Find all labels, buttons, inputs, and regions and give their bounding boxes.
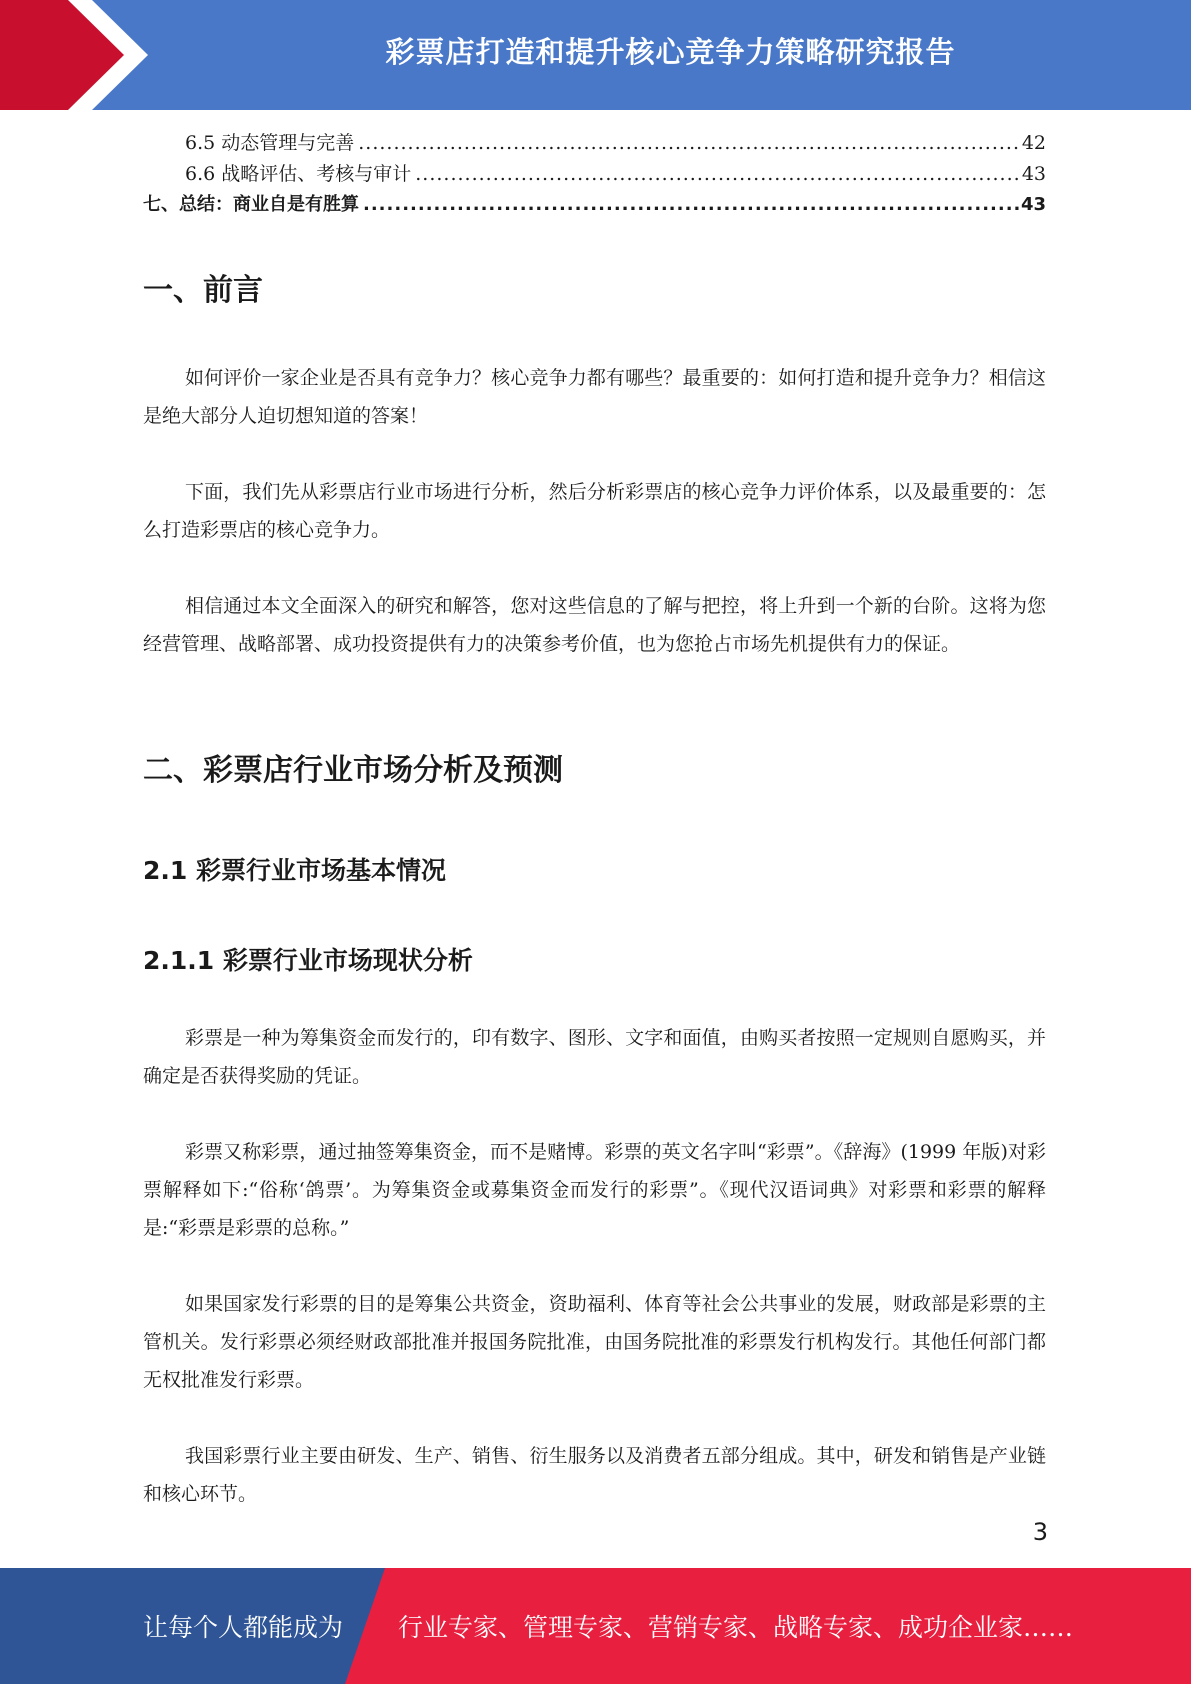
paragraph: 如果国家发行彩票的目的是筹集公共资金，资助福利、体育等社会公共事业的发展，财政部是彩票的主管机关。发行彩票必须经财政部批准并报国务院批准，由国务院批准的彩票发行机构发行。其他任何部门都无权批准发行彩票。 (143, 1293, 1046, 1391)
subsection-heading: 2.1.1 彩票行业市场现状分析 (143, 946, 473, 975)
toc-entry-label: 6.5 动态管理与完善 (185, 132, 355, 154)
footer-slogan-left: 让每个人都能成为 (143, 1613, 344, 1642)
toc-entry[interactable] (143, 191, 1046, 219)
page-header (0, 0, 1191, 110)
toc-entry-page: 42 (1021, 132, 1046, 154)
paragraph: 我国彩票行业主要由研发、生产、销售、衍生服务以及消费者五部分组成。其中，研发和销售是产业链和核心环节。 (143, 1445, 1046, 1505)
paragraph: 下面，我们先从彩票店行业市场进行分析，然后分析彩票店的核心竞争力评价体系，以及最重要的：怎么打造彩票店的核心竞争力。 (143, 481, 1046, 541)
toc-entry[interactable] (185, 129, 1046, 157)
report-title: 彩票店打造和提升核心竞争力策略研究报告 (385, 34, 956, 69)
footer-slogan-right: 行业专家、管理专家、营销专家、战略专家、成功企业家…… (398, 1613, 1074, 1642)
toc-leader-dots (415, 160, 1020, 188)
page-footer (0, 1568, 1191, 1684)
toc-entry-page: 43 (1021, 163, 1046, 185)
section-heading-preface: 一、前言 (143, 273, 263, 308)
toc-entry-label: 七、总结：商业自是有胜算 (143, 194, 359, 215)
toc-leader-dots (363, 191, 1019, 219)
paragraph: 彩票又称彩票，通过抽签筹集资金，而不是赌博。彩票的英文名字叫“彩票”。《辞海》(1999 年版)对彩票解释如下:“俗称‘鸽票’。为筹集资金或募集资金而发行的彩票”。《现代汉语词典》对彩票和彩票的解释是:“彩票是彩票的总称。” (143, 1141, 1046, 1239)
toc-entry-page: 43 (1020, 194, 1046, 215)
paragraph: 如何评价一家企业是否具有竞争力？核心竞争力都有哪些？最重要的：如何打造和提升竞争力？相信这是绝大部分人迫切想知道的答案！ (143, 367, 1046, 427)
header-chevron-graphic (0, 0, 160, 110)
toc-entry-label: 6.6 战略评估、考核与审计 (185, 163, 412, 185)
section-heading: 2.1 彩票行业市场基本情况 (143, 856, 446, 885)
toc-leader-dots (358, 129, 1020, 157)
page-number: 3 (1032, 1518, 1048, 1546)
toc-entry[interactable] (185, 160, 1046, 188)
paragraph: 相信通过本文全面深入的研究和解答，您对这些信息的了解与把控，将上升到一个新的台阶。这将为您经营管理、战略部署、成功投资提供有力的决策参考价值，也为您抢占市场先机提供有力的保证。 (143, 595, 1046, 655)
paragraph: 彩票是一种为筹集资金而发行的，印有数字、图形、文字和面值，由购买者按照一定规则自愿购买，并确定是否获得奖励的凭证。 (143, 1027, 1046, 1087)
chapter-heading: 二、彩票店行业市场分析及预测 (143, 753, 563, 788)
